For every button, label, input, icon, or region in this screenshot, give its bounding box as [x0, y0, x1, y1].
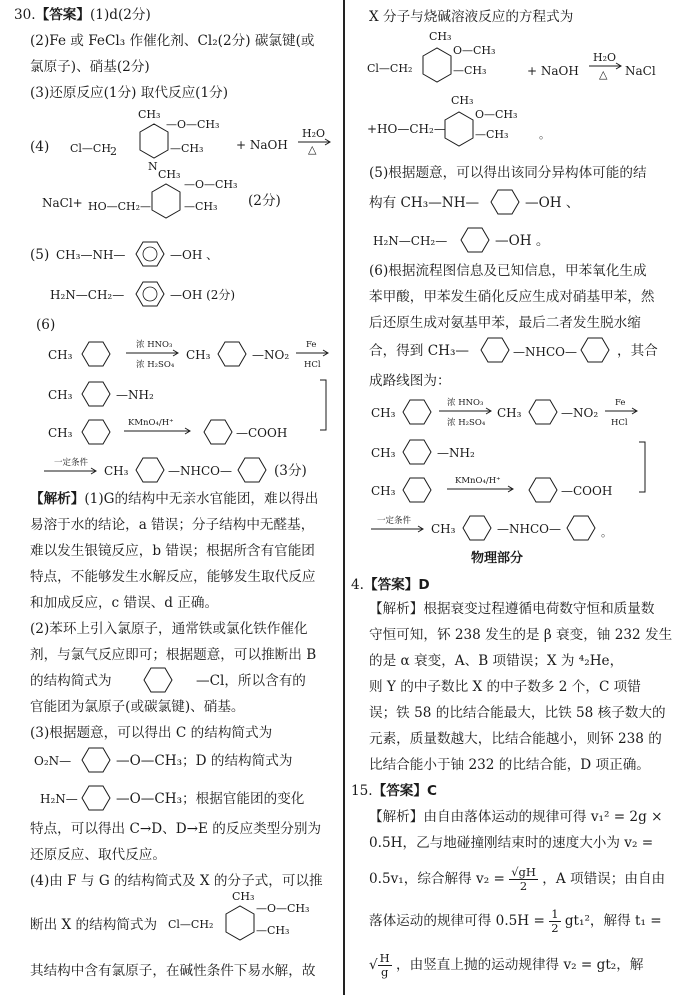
fraction-numerator: H — [379, 951, 390, 965]
hydroxymethyl-product: +HO—CH₂— — [367, 122, 446, 136]
analysis-line: 难以发生银镜反应，b 错误；根据所含有官能团 — [30, 543, 315, 559]
reaction-arrow — [371, 526, 427, 532]
svg-text:2: 2 — [110, 145, 117, 158]
benzene-ring — [76, 416, 116, 448]
part-5-text: 构有 CH₃—NH— — [369, 195, 480, 211]
answer-tag: 【答案】D — [363, 577, 430, 593]
part-6-text: (6)根据流程图信息及已知信息，甲苯氧化生成 — [369, 263, 647, 279]
svg-text:△: △ — [308, 143, 317, 156]
part-4-score: (2分) — [248, 193, 281, 209]
analysis-line: 守恒可知，钚 238 发生的是 β 衰变，铀 232 发生 — [369, 627, 673, 643]
reaction-arrow — [447, 486, 517, 492]
benzene-ring — [475, 334, 515, 366]
answer-tag: 【答案】C — [372, 783, 437, 799]
analysis-line: 元素，质量数越大，比结合能越小，则钚 238 的 — [369, 731, 662, 747]
analysis-line: 的是 α 衰变，A、B 项错误；X 为 ⁴₂He， — [369, 653, 624, 669]
fraction-numerator: √gH — [511, 865, 536, 879]
left-column — [0, 0, 343, 995]
answer-part-6-label: (6) — [36, 317, 56, 333]
analysis-line: 易溶于水的结论，a 错误；分子结构中无醛基， — [30, 517, 315, 533]
svg-text:。: 。 — [601, 526, 612, 539]
fraction — [549, 908, 560, 935]
compound-x-structure — [168, 888, 338, 948]
benzene-ring — [575, 334, 615, 366]
toluene-label: CH₃ — [48, 348, 73, 362]
part-5-text: (5)根据题意，可以得出该同分异构体可能的结 — [369, 165, 647, 181]
benzene-ring — [523, 474, 563, 506]
nitro-prefix: O₂N— — [34, 754, 72, 768]
nitration-catalyst: 浓 H₂SO₄ — [136, 360, 175, 370]
benzene-ring — [198, 416, 238, 448]
section-heading: 物理部分 — [471, 551, 524, 566]
benzene-ring — [523, 396, 563, 428]
analysis-line: 剂，与氯气反应即可；根据题意，可以推断出 B — [30, 647, 317, 663]
analysis-line: 特点，不能够发生水解反应，能够发生取代反应 — [30, 569, 316, 585]
analysis-line: 【解析】根据衰变过程遵循电荷数守恒和质量数 — [369, 601, 655, 617]
benzene-ring — [76, 338, 116, 370]
svg-text:Cl—CH₂: Cl—CH₂ — [168, 918, 214, 931]
right-column — [347, 0, 692, 995]
benzene-ring — [397, 436, 437, 468]
svg-text:CH₃: CH₃ — [451, 94, 474, 107]
benzene-ring — [130, 278, 170, 310]
analysis-line — [30, 490, 318, 508]
amide-linkage: —NHCO— — [168, 464, 232, 478]
amide-prefix: CH₃ — [431, 522, 456, 536]
nacl-product: NaCl+ — [42, 196, 83, 210]
reaction-arrow — [44, 468, 100, 474]
fraction — [378, 952, 392, 979]
svg-text:CH₃: CH₃ — [232, 890, 255, 903]
isomer-1-prefix: CH₃—NH— — [56, 248, 126, 262]
part-6-text: 后还原生成对氨基甲苯，最后二者发生脱水缩 — [369, 315, 641, 331]
reaction-arrow — [296, 127, 336, 160]
analysis-line: 【解析】由自由落体运动的规律可得 v₁² = 2g × — [369, 809, 663, 825]
analysis-line: —O—CH₃；D 的结构简式为 — [116, 753, 293, 769]
part-6-text: 成路线图为： — [369, 373, 451, 389]
analysis-line: —O—CH₃；根据官能团的变化 — [116, 791, 305, 807]
svg-text:CH₃: CH₃ — [158, 168, 181, 181]
isomer-2-prefix: H₂N—CH₂— — [50, 288, 125, 302]
svg-text:Cl—CH₂: Cl—CH₂ — [367, 62, 413, 75]
analysis-line: 的结构简式为 — [30, 673, 112, 689]
nitration-catalyst: 浓 H₂SO₄ — [447, 418, 486, 428]
svg-text:N: N — [148, 160, 158, 173]
amide-prefix: CH₃ — [104, 464, 129, 478]
reduction-reagent: Fe — [615, 398, 626, 408]
svg-text:△: △ — [599, 68, 608, 81]
analysis-line: 官能团为氯原子(或碳氯键)、硝基。 — [30, 699, 245, 715]
condensation-condition: 一定条件 — [377, 516, 412, 526]
analysis-line: 则 Y 的中子数比 X 的中子数多 2 个，C 项错 — [369, 679, 641, 695]
answer-part-1: (1)d(2分) — [90, 7, 151, 23]
svg-text:O—CH₃: O—CH₃ — [475, 108, 518, 121]
carboxyl-group: —COOH — [561, 484, 613, 498]
question-number: 15. — [351, 783, 373, 799]
naoh-reagent: + NaOH — [527, 64, 579, 78]
nitrotoluene-label: CH₃ — [497, 406, 522, 420]
part-5-isomer: H₂N—CH₂— — [373, 234, 448, 248]
analysis-text: (1)G的结构中无亲水官能团，难以得出 — [84, 491, 319, 507]
svg-text:CH₃: CH₃ — [429, 30, 452, 43]
nacl-product: NaCl — [625, 64, 656, 78]
isomer-2-suffix: —OH (2分) — [170, 288, 236, 302]
analysis-line: 和加成反应，c 错误、d 正确。 — [30, 595, 219, 611]
carboxyl-group: —COOH — [236, 426, 288, 440]
fraction-numerator: 1 — [551, 907, 559, 921]
svg-text:—CH₃: —CH₃ — [475, 128, 509, 141]
answer-part-2: (2)Fe 或 FeCl₃ 作催化剂、Cl₂(2分) 碳氯键(或 — [30, 33, 315, 49]
q4-answer-line — [351, 576, 430, 594]
analysis-line: 比结合能小于铀 232 的比结合能，D 项正确。 — [369, 757, 650, 773]
analysis-text: ，由竖直上抛的运动规律得 v₂ = gt₂，解 — [396, 957, 644, 973]
nitrobenzene-structure — [138, 664, 178, 696]
benzene-ring — [397, 474, 437, 506]
analysis-line: 误；铁 58 的比结合能最大，比铁 58 核子数大的 — [369, 705, 666, 721]
part-6-text: 合，得到 CH₃— — [369, 343, 469, 359]
benzene-ring — [232, 454, 272, 486]
pyridine-methanol-structure — [439, 90, 559, 150]
aminotoluene-label: CH₃ — [371, 446, 396, 460]
benzene-ring — [130, 238, 170, 270]
analysis-text: gt₁²，解得 t₁ = — [564, 913, 662, 929]
benzene-ring — [212, 338, 252, 370]
answer-part-3: (3)还原反应(1分) 取代反应(1分) — [30, 85, 229, 101]
part-6-text: 苯甲酸，甲苯发生硝化反应生成对硝基甲苯，然 — [369, 289, 655, 305]
svg-text:—CH₃: —CH₃ — [256, 924, 290, 937]
answer-part-4-label: (4) — [30, 139, 50, 155]
part-5-text: —OH 。 — [495, 233, 550, 249]
question-number: 4. — [351, 577, 364, 593]
analysis-text: ，A 项错误；由自由 — [542, 871, 666, 887]
analysis-line: 特点，可以得出 C→D、D→E 的反应类型分别为 — [30, 821, 322, 837]
amino-group: —NH₂ — [116, 388, 154, 402]
fraction-denominator: 2 — [519, 879, 528, 893]
nitrotoluene-label: CH₃ — [186, 348, 211, 362]
svg-text:H₂O: H₂O — [302, 127, 326, 140]
amino-prefix: H₂N— — [40, 792, 78, 806]
analysis-tag: 【解析】 — [30, 491, 85, 507]
answer-tag: 【答案】 — [35, 7, 90, 23]
amide-linkage: —NHCO— — [513, 345, 577, 359]
benzene-ring — [397, 396, 437, 428]
benzene-ring — [457, 512, 497, 544]
analysis-line — [369, 952, 643, 979]
toluene-label: CH₃ — [48, 426, 73, 440]
benzene-ring — [130, 454, 170, 486]
analysis-line: 其结构中含有氯原子，在碱性条件下易水解，故 — [30, 963, 316, 979]
benzene-ring — [485, 186, 525, 218]
part-5-text: —OH 、 — [525, 195, 580, 211]
q15-answer-line — [351, 782, 437, 800]
isomer-1-suffix: —OH 、 — [170, 248, 219, 262]
oxidation-reagent: KMnO₄/H⁺ — [455, 476, 501, 486]
reduction-acid: HCl — [304, 360, 321, 370]
part-6-score: (3分) — [274, 463, 307, 479]
condensation-condition: 一定条件 — [54, 458, 89, 468]
bracket — [318, 378, 330, 434]
analysis-line: (3)根据题意，可以得出 C 的结构简式为 — [30, 725, 273, 741]
svg-text:—CH₃: —CH₃ — [453, 64, 487, 77]
nitro-group: —NO₂ — [252, 348, 290, 362]
analysis-line: 还原反应、取代反应。 — [30, 847, 166, 863]
compound-x-structure — [365, 26, 545, 90]
reduction-reagent: Fe — [306, 340, 317, 350]
analysis-line — [369, 908, 662, 935]
analysis-line: (4)由 F 与 G 的结构简式及 X 的分子式，可以推 — [30, 873, 323, 889]
nitration-reagent: 浓 HNO₃ — [447, 398, 484, 408]
reaction-intro: X 分子与烧碱溶液反应的方程式为 — [369, 9, 574, 25]
amino-group: —NH₂ — [437, 446, 475, 460]
reaction-arrow — [124, 428, 194, 434]
fraction-denominator: 2 — [551, 921, 559, 935]
naoh-reagent: + NaOH — [236, 138, 288, 152]
svg-text:H₂O: H₂O — [593, 51, 617, 64]
benzene-ring — [455, 224, 495, 256]
benzene-ring — [76, 782, 116, 814]
question-number: 30. — [14, 7, 36, 23]
svg-text:—CH₃: —CH₃ — [170, 142, 204, 155]
analysis-line: 断出 X 的结构简式为 — [30, 917, 158, 933]
fraction-denominator: g — [381, 965, 389, 979]
analysis-line — [369, 866, 665, 893]
aminotoluene-label: CH₃ — [48, 388, 73, 402]
svg-text:CH₃: CH₃ — [138, 108, 161, 121]
toluene-label: CH₃ — [371, 484, 396, 498]
analysis-text: 落体运动的规律可得 0.5H = — [369, 913, 545, 929]
q30-answer-line — [14, 6, 151, 24]
answer-part-5-label: (5) — [30, 247, 50, 263]
svg-text:—O—CH₃: —O—CH₃ — [256, 902, 310, 915]
svg-text:—O—CH₃: —O—CH₃ — [184, 178, 238, 191]
svg-text:O—CH₃: O—CH₃ — [453, 44, 496, 57]
answer-part-2-cont: 氯原子)、硝基(2分) — [30, 59, 150, 75]
amide-linkage: —NHCO— — [497, 522, 561, 536]
reaction-arrow — [587, 51, 627, 86]
benzene-ring — [76, 378, 116, 410]
bracket — [637, 440, 649, 496]
svg-text:HO—CH₂—: HO—CH₂— — [88, 200, 152, 213]
reduction-acid: HCl — [611, 418, 628, 428]
benzene-ring — [76, 744, 116, 776]
analysis-line: 0.5H，乙与地碰撞刚结束时的速度大小为 v₂ = — [369, 835, 654, 851]
svg-text:—CH₃: —CH₃ — [184, 200, 218, 213]
column-divider — [343, 0, 345, 995]
svg-text:。: 。 — [539, 128, 550, 141]
sqrt-sign: √ — [369, 957, 378, 973]
oxidation-reagent: KMnO₄/H⁺ — [128, 418, 174, 428]
toluene-label: CH₃ — [371, 406, 396, 420]
svg-text:Cl—CH: Cl—CH — [70, 142, 111, 155]
svg-text:—O—CH₃: —O—CH₃ — [166, 118, 220, 131]
benzene-ring — [561, 512, 611, 544]
fraction — [509, 866, 538, 893]
analysis-line: —Cl，所以含有的 — [196, 673, 306, 689]
part-6-text: ，其合 — [617, 343, 658, 359]
analysis-text: 0.5v₁，综合解得 v₂ = — [369, 871, 505, 887]
analysis-line: (2)苯环上引入氯原子，通常铁或氯化铁作催化 — [30, 621, 308, 637]
nitration-reagent: 浓 HNO₃ — [136, 340, 173, 350]
nitro-group: —NO₂ — [561, 406, 599, 420]
